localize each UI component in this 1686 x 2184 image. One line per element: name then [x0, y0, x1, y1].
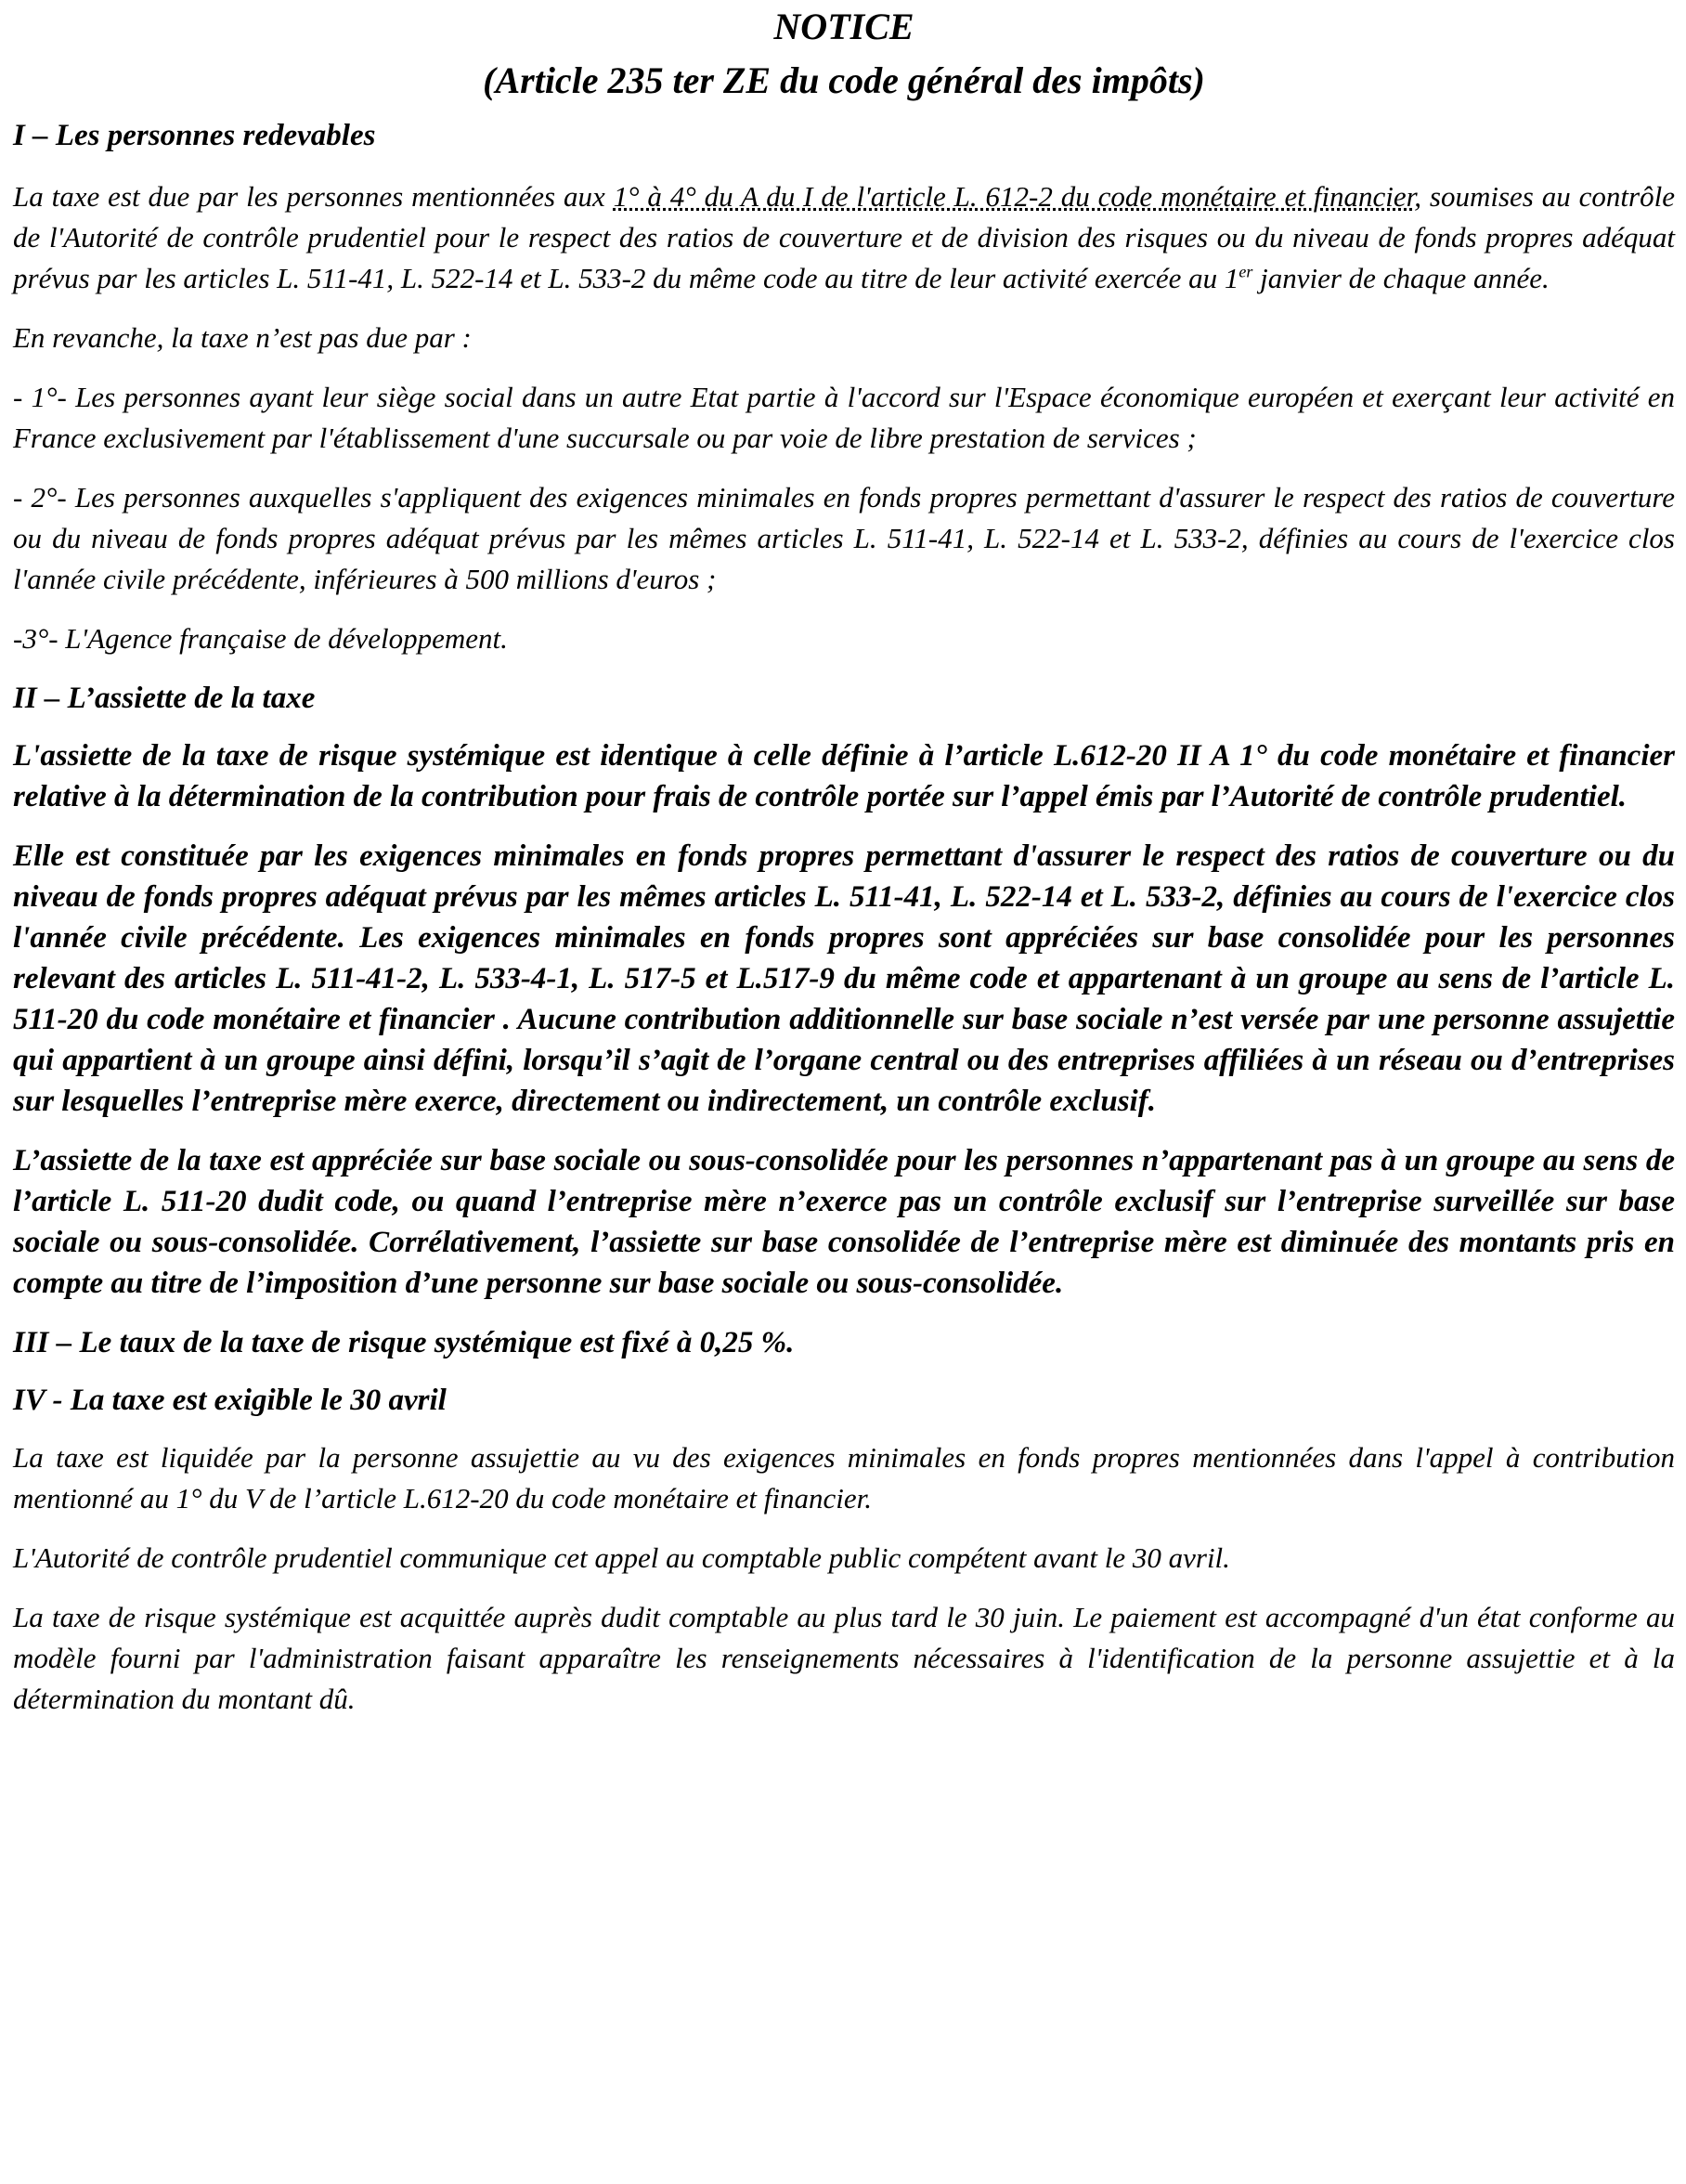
section-4-paragraph-1: La taxe est liquidée par la personne assujettie au vu des exigences minimales en fonds propres mentionnées dans l'appel à contribution mentionné au 1° du V de l’article L.612-20 du code monétaire et financier. — [13, 1441, 1675, 1514]
section-4-paragraph-2: L'Autorité de contrôle prudentiel communique cet appel au comptable public compétent avant le 30 avril. — [13, 1541, 1230, 1574]
page-title: NOTICE — [773, 6, 914, 47]
section-1-item-1: - 1°- Les personnes ayant leur siège social dans un autre Etat partie à l'accord sur l'Espace économique européen et exerçant leur activité en France exclusivement par l'établissement d'une succursale ou par voie de libre prestation de services ; — [13, 381, 1675, 454]
section-2-paragraph-1: L'assiette de la taxe de risque systémique est identique à celle définie à l’article L.612-20 II A 1° du code monétaire et financier relative à la détermination de la contribution pour frais de contrôle portée sur l’appel émis par l’Autorité de contrôle prudentiel. — [13, 739, 1675, 813]
document-page — [13, 0, 1675, 1738]
page-subtitle: (Article 235 ter ZE du code général des impôts) — [483, 59, 1205, 101]
paragraph-prefix: La taxe est due par les personnes mentionnées aux — [13, 180, 614, 213]
code-reference-link[interactable]: 1° à 4° du A du I de l'article L. 612-2 du code monétaire et financier — [613, 180, 1415, 213]
section-4-heading: IV - La taxe est exigible le 30 avril — [13, 1384, 447, 1417]
section-4-paragraph-3: La taxe de risque systémique est acquittée auprès dudit comptable au plus tard le 30 juin. Le paiement est accompagné d'un état conforme au modèle fourni par l'administration faisant apparaître les renseignements nécessaires à l'identification de la personne assujettie et à la détermination du montant dû. — [13, 1601, 1675, 1715]
paragraph-body: , soumises au contrôle de l'Autorité de contrôle prudentiel pour le respect des ratios de couverture et de division des risques ou du niveau de fonds propres adéquat prévus par les articles L. 511-41, L. 522-14 et L. 533-2 du même code au titre de leur activité exercée au 1 — [13, 180, 1675, 294]
section-1-paragraph-2: En revanche, la taxe n’est pas due par : — [13, 321, 472, 354]
section-2-paragraph-3: L’assiette de la taxe est appréciée sur base sociale ou sous-consolidée pour les personnes n’appartenant pas à un groupe au sens de l’article L. 511-20 dudit code, ou quand l’entreprise mère n’exerce pas un contrôle exclusif sur l’entreprise surveillée sur base sociale ou sous-consolidée. Corrélativement, l’assiette sur base consolidée de l’entreprise mère est diminuée des montants pris en compte au titre de l’imposition d’une personne sur base sociale ou sous-consolidée. — [13, 1144, 1675, 1300]
ordinal-superscript: er — [1239, 262, 1253, 281]
section-1-heading: I – Les personnes redevables — [13, 119, 376, 152]
section-2-paragraph-2: Elle est constituée par les exigences minimales en fonds propres permettant d'assurer le respect des ratios de couverture ou du niveau de fonds propres adéquat prévus par les mêmes articles L. 511-41, L. 522-14 et L. 533-2, définies au cours de l'exercice clos l'année civile précédente. Les exigences minimales en fonds propres sont appréciées sur base consolidée pour les personnes relevant des articles L. 511-41-2, L. 533-4-1, L. 517-5 et L.517-9 du même code et appartenant à un groupe au sens de l’article L. 511-20 du code monétaire et financier . Aucune contribution additionnelle sur base sociale n’est versée par une personne assujettie qui appartient à un groupe ainsi défini, lorsqu’il s’agit de l’organe central ou des entreprises affiliées à un réseau ou d’entreprises sur lesquelles l’entreprise mère exerce, directement ou indirectement, un contrôle exclusif. — [13, 839, 1675, 1118]
section-2-heading: II – L’assiette de la taxe — [13, 682, 316, 715]
section-1-item-2: - 2°- Les personnes auxquelles s'appliquent des exigences minimales en fonds propres permettant d'assurer le respect des ratios de couverture ou du niveau de fonds propres adéquat prévus par les mêmes articles L. 511-41, L. 522-14 et L. 533-2, définies au cours de l'exercice clos l'année civile précédente, inférieures à 500 millions d'euros ; — [13, 481, 1675, 595]
paragraph-end: janvier de chaque année. — [1252, 262, 1550, 294]
section-3-heading: III – Le taux de la taxe de risque systémique est fixé à 0,25 %. — [13, 1326, 795, 1359]
section-1-item-3: -3°- L'Agence française de développement. — [13, 622, 508, 655]
section-1-paragraph-1 — [13, 176, 1675, 299]
